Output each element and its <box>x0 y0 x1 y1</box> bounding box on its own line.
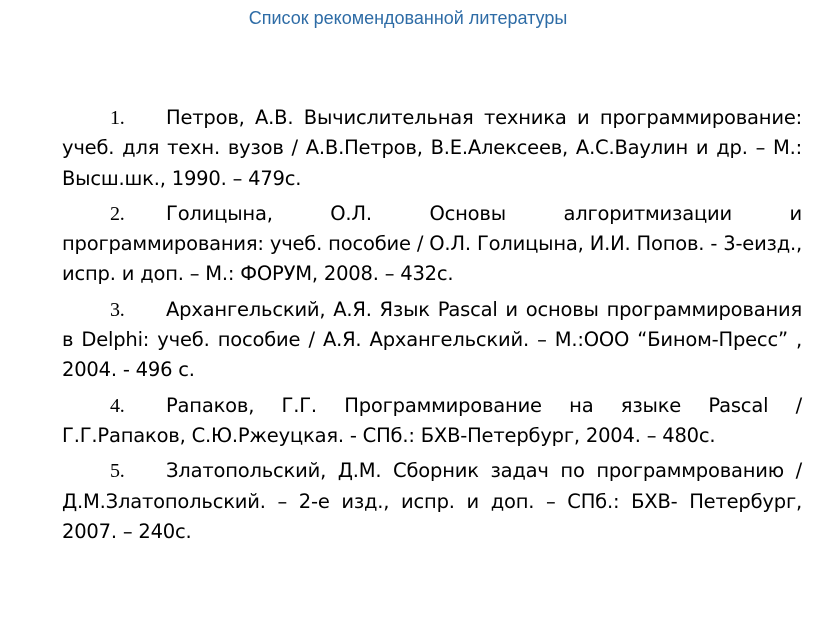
reference-text: Рапаков, Г.Г. Программирование на языке Pascal / Г.Г.Рапаков, С.Ю.Ржеуцкая. - СПб.: БХВ-Петербург, 2004. – 480с. <box>62 393 802 447</box>
reference-number: 5. <box>110 460 125 483</box>
reference-number: 4. <box>110 394 125 417</box>
reference-number: 1. <box>110 107 125 129</box>
reference-text: Петров, А.В. Вычислительная техника и программирование: учеб. для техн. вузов / А.В.Петров, В.Е.Алексеев, А.С.Ваулин и др. – М.: Высш.шк., 1990. – 479с. <box>62 106 802 190</box>
reference-number: 3. <box>110 298 125 321</box>
reference-item-3 <box>62 295 802 386</box>
reference-number: 2. <box>110 202 125 225</box>
reference-item-1 <box>62 103 802 194</box>
page-title: Список рекомендованной литературы <box>248 8 568 28</box>
reference-text: Златопольский, Д.М. Сборник задач по программрованию / Д.М.Златопольский. – 2-е изд., испр. и доп. – СПб.: БХВ- Петербург, 2007. – 240с. <box>62 459 802 543</box>
reference-text: Голицына, О.Л. Основы алгоритмизации и программирования: учеб. пособие / О.Л. Голицына, И.И. Попов. - 3-еизд., испр. и доп. – М.: ФОРУМ, 2008. – 432с. <box>62 201 802 286</box>
reference-item-4 <box>62 391 802 452</box>
reference-item-5 <box>62 456 802 547</box>
reference-list <box>62 103 802 552</box>
reference-item-2 <box>62 199 802 290</box>
reference-text: Архангельский, А.Я. Язык Pascal и основы программирования в Delphi: учеб. пособие / А.Я. Архангельский. – М.:ООО “Бином-Пресс” , 2004. - 496 с. <box>62 297 802 382</box>
